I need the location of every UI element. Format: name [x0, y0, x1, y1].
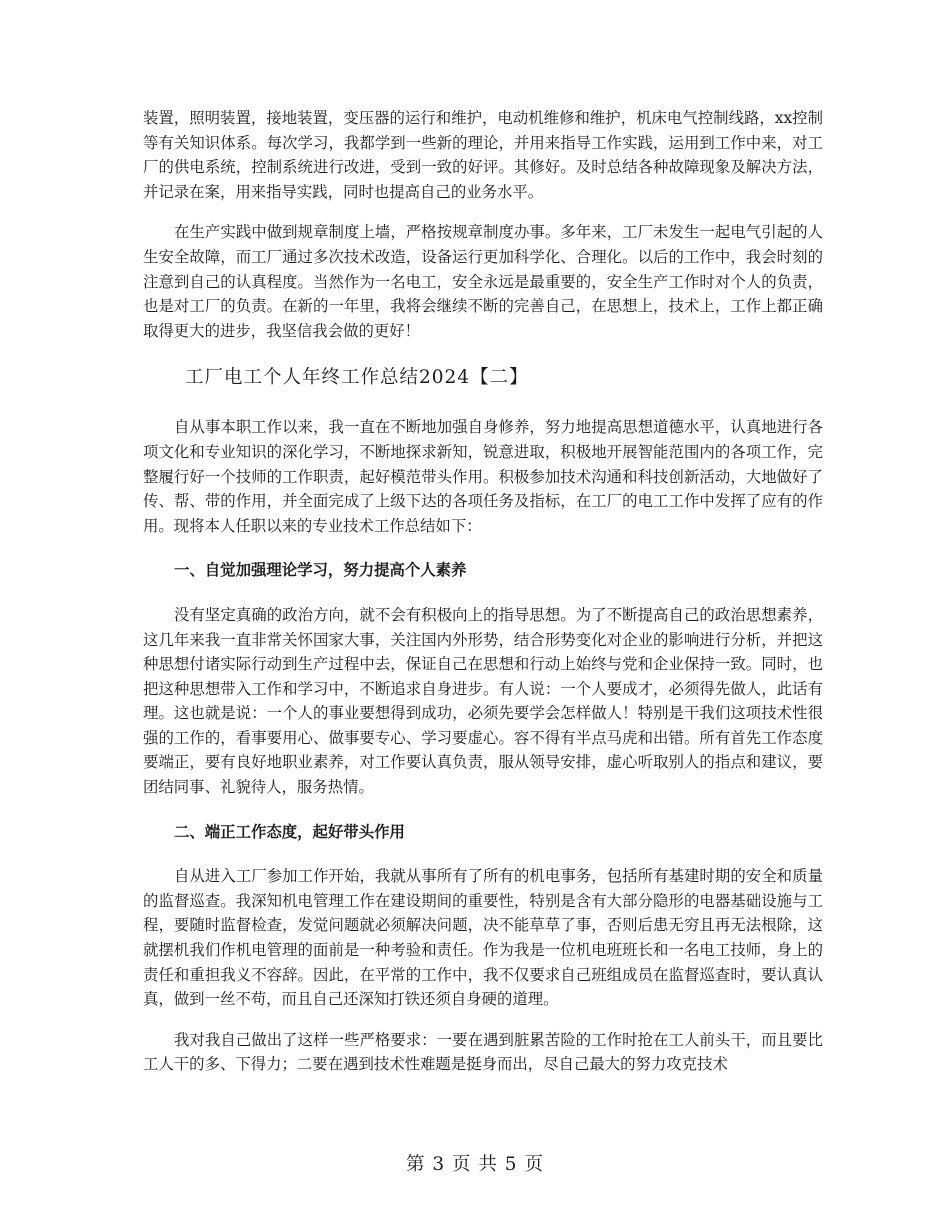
heading-theory-study: 一、自觉加强理论学习，努力提高个人素养 [174, 561, 467, 580]
closing-paragraph: 我对我自己做出了这样一些严格要求：一要在遇到脏累苦险的工作时抢在工人前头干，而且要比工人干的多、下得力；二要在遇到技术性难题是挺身而出，尽自己最大的努力攻克技术 [143, 1030, 823, 1074]
spacer [143, 1012, 823, 1028]
spacer [143, 844, 823, 864]
section-title: 工厂电工个人年终工作总结2024【二】 [185, 367, 529, 389]
page-number-footer: 第 3 页 共 5 页 [406, 1154, 544, 1175]
spacer [143, 393, 823, 415]
intro-paragraph-2: 在生产实践中做到规章制度上墙，严格按规章制度办事。多年来，工厂未发生一起电气引起的人生安全故障，而工厂通过多次技术改造，设备运行更加科学化、合理化。以后的工作中，我会时刻的注意到自己的认真程度。当然作为一名电工，安全永远是最重要的，安全生产工作时对个人的负责，也是对工厂的负责。在新的一年里，我将会继续不断的完善自己，在思想上，技术上，工作上都正确取得更大的进步，我坚信我会做的更好！ [143, 223, 823, 340]
intro-paragraph-1: 装置，照明装置，接地装置，变压器的运行和维护，电动机维修和维护，机床电气控制线路，xx控制等有关知识体系。每次学习，我都学到一些新的理论，并用来指导工作实践，运用到工作中来，对工厂的供电系统，控制系统进行改进，受到一致的好评。其修好。及时总结各种故障现象及解决方法，并记录在案，用来指导实践，同时也提高自己的业务水平。 [143, 109, 823, 201]
heading-work-attitude: 二、端正工作态度，起好带头作用 [174, 822, 405, 841]
section-intro-paragraph: 自从事本职工作以来，我一直在不断地加强自身修养，努力地提高思想道德水平，认真地进行各项文化和专业知识的深化学习，不断地探求新知，锐意进取，积极地开展智能范围内的各项工作，完整履行好一个技师的工作职责，起好模范带头作用。积极参加技术沟通和科技创新活动，大地做好了传、帮、带的作用，并全面完成了上级下达的各项任务及指标，在工厂的电工工作中发挥了应有的作用。现将本人任职以来的专业技术工作总结如下： [143, 418, 823, 535]
spacer [143, 343, 823, 363]
spacer [143, 204, 823, 220]
spacer [143, 800, 823, 820]
document-body [143, 106, 823, 1077]
theory-study-paragraph: 没有坚定真确的政治方向，就不会有积极向上的指导思想。为了不断提高自己的政治思想素养，这几年来我一直非常关怀国家大事，关注国内外形势，结合形势变化对企业的影响进行分析，并把这种思想付诸实际行动到生产过程中去，保证自己在思想和行动上始终与党和企业保持一致。同时，也把这种思想带入工作和学习中，不断追求自身进步。有人说：一个人要成才，必须得先做人，此话有理。这也就是说：一个人的事业要想得到成功，必须先要学会怎样做人！特别是干我们这项技术性很强的工作的，看事要用心、做事要专心、学习要虚心。容不得有半点马虎和出错。所有首先工作态度要端正，要有良好地职业素养，对工作要认真负责，服从领导安排，虚心听取别人的指点和建议，要团结同事、礼貌待人，服务热情。 [143, 605, 823, 797]
spacer [143, 538, 823, 558]
work-attitude-paragraph: 自从进入工厂参加工作开始，我就从事所有了所有的机电事务，包括所有基建时期的安全和质量的监督巡查。我深知机电管理工作在建设期间的重要性，特别是含有大部分隐形的电器基础设施与工程，要随时监督检查，发觉问题就必须解决问题，决不能草草了事，否则后患无穷且再无法根除，这就摆机我们作机电管理的面前是一种考验和责任。作为我是一位机电班班长和一名电工技师，身上的责任和重担我义不容辞。因此，在平常的工作中，我不仅要求自己班组成员在监督巡查时，要认真认真，做到一丝不苟，而且自己还深知打铁还须自身硬的道理。 [143, 867, 823, 1009]
spacer [143, 583, 823, 603]
